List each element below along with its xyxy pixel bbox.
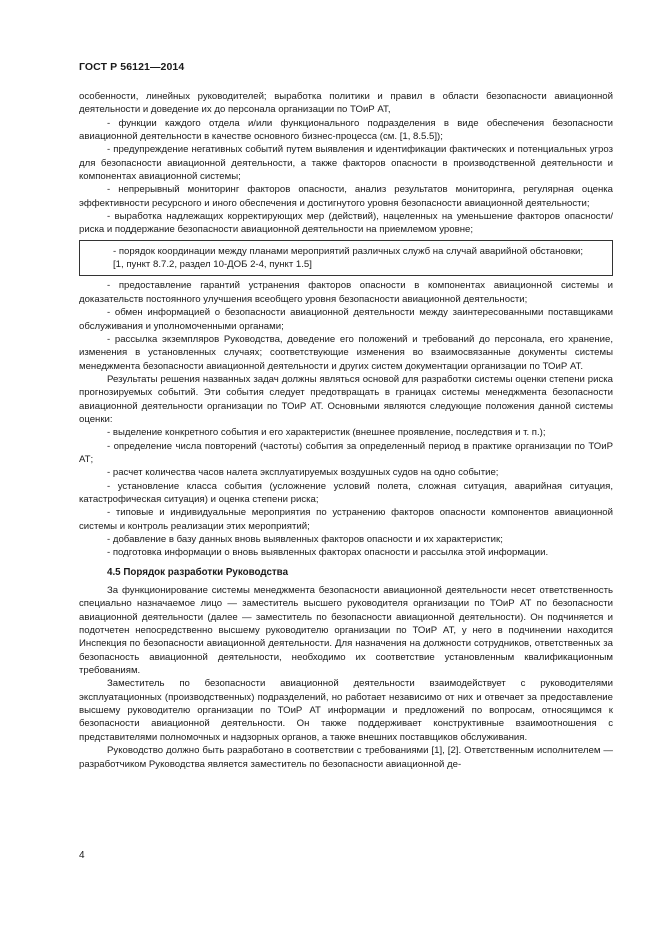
paragraph: За функционирование системы менеджмента безопасности авиационной деятельности несет ответственность специально назначаемое лицо — заместитель высшего руководителя организации по ТОиР АТ по безопасности авиационной деятельности (далее — заместитель по безопасности авиационной деятельности). Он подчиняется и подотчетен непосредственно высшему руководителю организации по ТОиР АТ, у него в подчинении находится Инспекция по безопасности авиационной деятельности. Для назначения на должности сотрудников, ответственных за безопасность авиационной деятельности, необходимо их соответствие установленным квалификационным требованиям. — [79, 585, 613, 677]
list-item: - предупреждение негативных событий путем выявления и идентификации фактических и потенциальных угроз для безопасности авиационной деятельности, а также факторов опасности в производственной деятельности и компонентах авиационной системы; — [79, 144, 613, 183]
paragraph: Заместитель по безопасности авиационной деятельности взаимодействует с руководителями эксплуатационных (производственных) подразделений, но работает независимо от них и отвечает за предоставление высшему руководителю организации по ТОиР АТ информации и предложений по вопросам, относящимся к безопасности авиационной деятельности. Он также поддерживает конструктивные взаимоотношения с представителями полномочных и надзорных органов, а также внешних поставщиков обслуживания. — [79, 678, 613, 743]
document-header: ГОСТ Р 56121—2014 — [79, 61, 185, 73]
document-body — [79, 90, 613, 771]
list-item: - функции каждого отдела и/или функционального подразделения в виде обеспечения безопасности авиационной деятельности в качестве основного бизнес-процесса (см. [1, 8.5.5]); — [79, 117, 613, 143]
list-item: - установление класса события (усложнение условий полета, сложная ситуация, аварийная ситуация, катастрофическая ситуация) и оценка степени риска; — [79, 480, 613, 505]
list-item: - предоставление гарантий устранения факторов опасности в компонентах авиационной системы и доказательств постоянного улучшения всеобщего уровня безопасности авиационной деятельности; — [79, 280, 613, 305]
list-item: - рассылка экземпляров Руководства, доведение его положений и требований до персонала, его хранение, изменения в установленных случаях; соответствующие изменения во взаимосвязанные документы системы менеджмента безопасности авиационной деятельности и других систем документации организации по ТОиР АТ. — [79, 333, 613, 372]
boxed-note-reference: [1, пункт 8.7.2, раздел 10-ДОБ 2-4, пункт 1.5] — [113, 259, 312, 271]
section-heading: 4.5 Порядок разработки Руководства — [107, 566, 289, 578]
list-item: - определение числа повторений (частоты) события за определенный период в практике организации по ТОиР АТ; — [79, 440, 613, 465]
paragraph: Руководство должно быть разработано в соответствии с требованиями [1], [2]. Ответственным исполнителем — разработчиком Руководства является заместитель по безопасности авиационной де- — [79, 745, 613, 770]
list-item: - выделение конкретного события и его характеристик (внешнее проявление, последствия и т. п.); — [107, 427, 546, 439]
page-number: 4 — [79, 850, 85, 861]
list-item: - выработка надлежащих корректирующих мер (действий), нацеленных на уменьшение факторов опасности/риска и поддержание безопасности авиационной деятельности на приемлемом уровне; — [79, 211, 613, 236]
boxed-note — [79, 240, 613, 277]
paragraph: особенности, линейных руководителей; выработка политики и правил в области безопасности авиационной деятельности и доведение их до персонала организации по ТОиР АТ, — [79, 91, 613, 116]
list-item: - непрерывный мониторинг факторов опасности, анализ результатов мониторинга, регулярная оценка эффективности ресурсного и иного обеспечения и достигнутого уровня безопасности авиационной деятельности; — [79, 184, 613, 209]
paragraph: Результаты решения названных задач должны являться основой для разработки системы оценки степени риска прогнозируемых событий. Эти события следует предотвращать в границах системы менеджмента безопасности авиационной деятельности организации по ТОиР АТ. Основными являются следующие положения данной системы оценки: — [79, 373, 613, 425]
list-item: - подготовка информации о вновь выявленных факторах опасности и рассылка этой информации. — [107, 547, 549, 559]
list-item: - расчет количества часов налета эксплуатируемых воздушных судов на одно событие; — [107, 467, 499, 479]
list-item: - типовые и индивидуальные мероприятия по устранению факторов опасности компонентов авиационной системы и контроль реализации этих мероприятий; — [79, 507, 613, 532]
list-item: - добавление в базу данных вновь выявленных факторов опасности и их характеристик; — [107, 534, 503, 545]
list-item: - обмен информацией о безопасности авиационной деятельности между заинтересованными поставщиками обслуживания и уполномоченными органами; — [79, 307, 613, 332]
boxed-note-text: - порядок координации между планами мероприятий различных служб на случай аварийной обстановки; — [113, 245, 584, 257]
